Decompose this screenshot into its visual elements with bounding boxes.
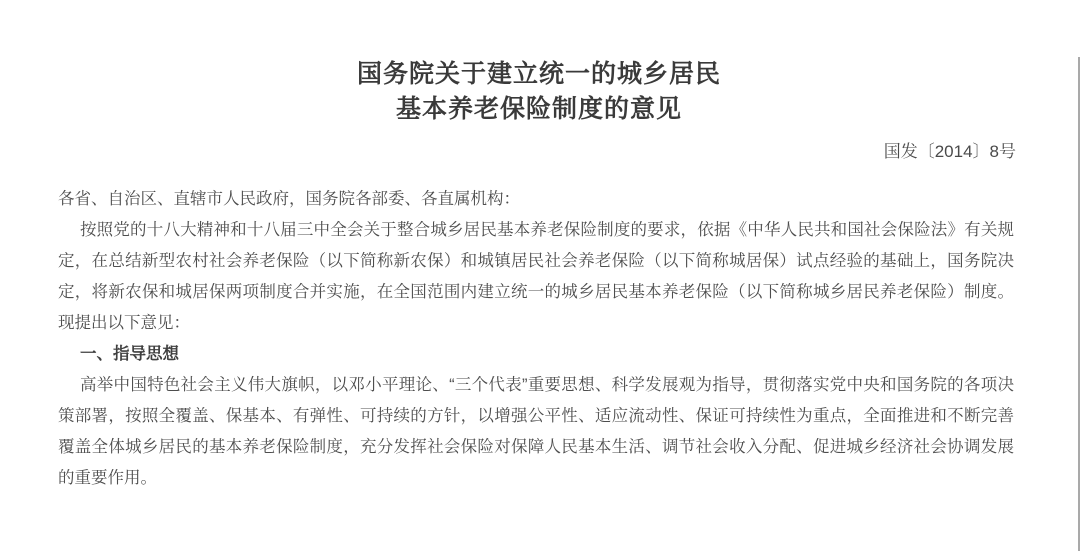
salutation-line: 各省、自治区、直辖市人民政府，国务院各部委、各直属机构：	[58, 190, 520, 208]
document-title-line2: 基本养老保险制度的意见	[395, 95, 682, 123]
intro-paragraph: 按照党的十八大精神和十八届三中全会关于整合城乡居民基本养老保险制度的要求，依据《中华人民共和国社会保险法》有关规定，在总结新型农村社会养老保险（以下简称新农保）和城镇居民社会养老保险（以下简称城居保）试点经验的基础上，国务院决定，将新农保和城居保两项制度合并实施，在全国范围内建立统一的城乡居民基本养老保险（以下简称城乡居民养老保险）制度。现提出以下意见：	[58, 221, 1014, 332]
document-title-line1: 国务院关于建立统一的城乡居民	[356, 60, 721, 88]
section1-heading: 一、指导思想	[80, 345, 179, 363]
document-body	[0, 184, 1078, 494]
document-title	[0, 57, 1078, 127]
document-number: 国发〔2014〕8号	[883, 142, 1016, 161]
document-page	[0, 57, 1080, 551]
section1-paragraph: 高举中国特色社会主义伟大旗帜，以邓小平理论、“三个代表”重要思想、科学发展观为指导，贯彻落实党中央和国务院的各项决策部署，按照全覆盖、保基本、有弹性、可持续的方针，以增强公平性、适应流动性、保证可持续性为重点，全面推进和不断完善覆盖全体城乡居民的基本养老保险制度，充分发挥社会保险对保障人民基本生活、调节社会收入分配、促进城乡经济社会协调发展的重要作用。	[58, 376, 1014, 487]
